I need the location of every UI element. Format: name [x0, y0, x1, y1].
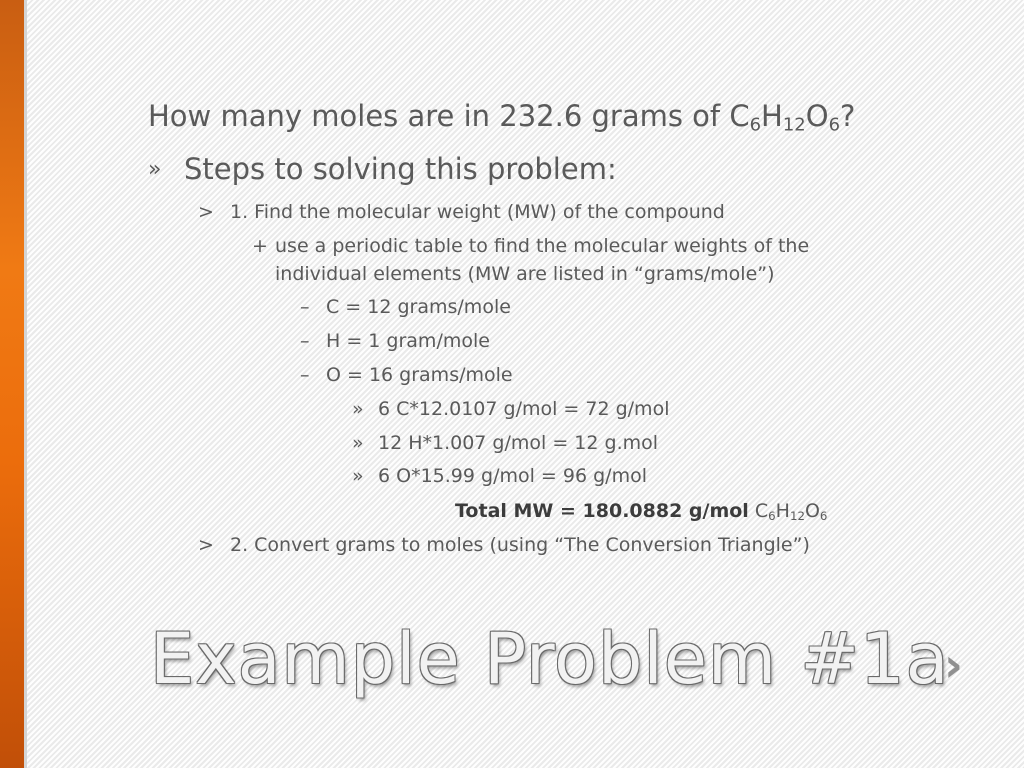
- calc-text: 12 H*1.007 g/mol = 12 g.mol: [378, 432, 659, 454]
- element-item-c: [300, 297, 511, 319]
- bullet-marker: »: [148, 157, 162, 182]
- bullet-marker: >: [198, 201, 214, 223]
- step-2-text: 2. Convert grams to moles (using “The Conversion Triangle”): [230, 534, 810, 556]
- step-1-sub-text-2: individual elements (MW are listed in “grams/mole”): [275, 263, 775, 285]
- element-item-h: [300, 331, 490, 353]
- dash-marker: –: [300, 330, 310, 352]
- steps-heading-text: Steps to solving this problem:: [184, 152, 617, 186]
- element-item-o: [300, 365, 513, 387]
- question-line: [148, 99, 856, 136]
- calc-item-o: [352, 466, 647, 488]
- question-suffix: ?: [840, 99, 856, 133]
- calc-item-c: [352, 399, 669, 421]
- bullet-marker: »: [352, 465, 364, 487]
- step-1-sub-text-1: use a periodic table to find the molecular weights of the: [275, 235, 810, 257]
- calc-text: 6 C*12.0107 g/mol = 72 g/mol: [378, 398, 670, 420]
- slide-title: Example Problem #1a: [150, 618, 950, 700]
- dash-marker: –: [300, 296, 310, 318]
- total-mw: [455, 501, 827, 523]
- steps-heading: [148, 153, 617, 186]
- step-1-text: 1. Find the molecular weight (MW) of the compound: [230, 201, 725, 223]
- element-text: H = 1 gram/mole: [326, 330, 490, 352]
- bullet-marker: >: [198, 534, 214, 556]
- element-text: C = 12 grams/mole: [326, 296, 511, 318]
- chevron-right-icon[interactable]: ›: [944, 638, 963, 692]
- total-formula: $C_6H_{12}O_6$: [754, 500, 828, 523]
- calc-text: 6 O*15.99 g/mol = 96 g/mol: [378, 465, 647, 487]
- question-text: How many moles are in 232.6 grams of: [148, 99, 730, 133]
- bullet-marker: »: [352, 398, 364, 420]
- step-1-sub-line-2: [275, 264, 775, 286]
- total-mw-label: Total MW = 180.0882 g/mol: [455, 500, 749, 522]
- step-2: [198, 535, 810, 557]
- bullet-marker: +: [252, 235, 268, 257]
- step-1: [198, 202, 725, 224]
- question-formula: $C_6H_{12}O_6$: [729, 99, 840, 136]
- dash-marker: –: [300, 364, 310, 386]
- step-1-sub-line-1: [252, 236, 809, 258]
- calc-item-h: [352, 433, 658, 455]
- bullet-marker: »: [352, 432, 364, 454]
- element-text: O = 16 grams/mole: [326, 364, 513, 386]
